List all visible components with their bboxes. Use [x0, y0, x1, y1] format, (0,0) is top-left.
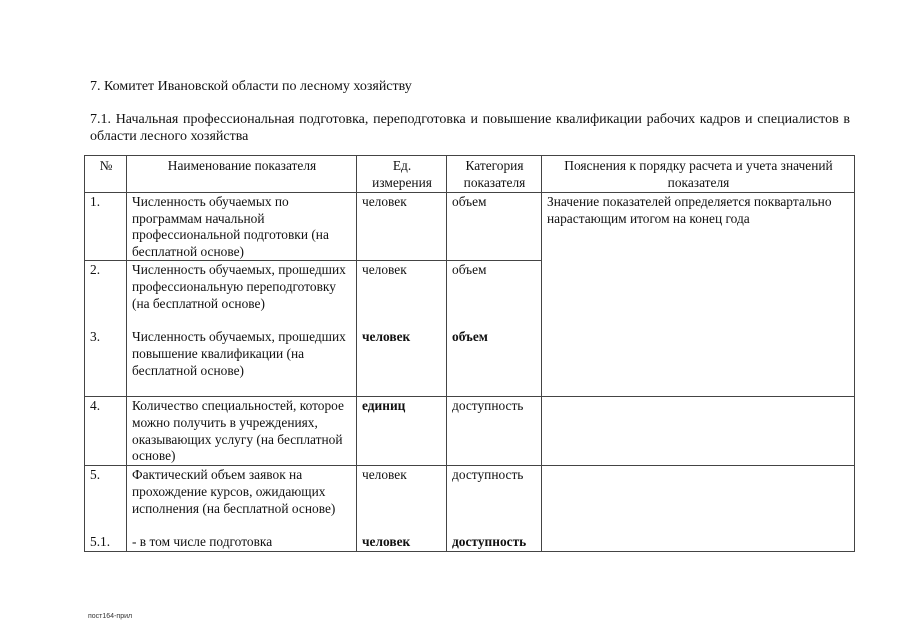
header-num: №	[85, 156, 127, 193]
header-name: Наименование показателя	[127, 156, 357, 193]
row-category: доступность	[447, 397, 542, 466]
row-note	[542, 466, 855, 552]
row-num: 1.	[85, 193, 127, 261]
section-title: 7. Комитет Ивановской области по лесному хозяйству	[90, 79, 412, 94]
header-unit: Ед. измерения	[357, 156, 447, 193]
row-note	[542, 397, 855, 466]
row-unit: человек	[357, 533, 447, 551]
row-name: Численность обучаемых, прошедших повышение квалификации (на бесплатной основе)	[127, 328, 357, 397]
indicators-table	[84, 155, 855, 552]
row-category: объем	[447, 193, 542, 261]
row-unit: единиц	[357, 397, 447, 466]
row-name: - в том числе подготовка	[127, 533, 357, 551]
row-category: доступность	[447, 466, 542, 534]
row-category: объем	[447, 261, 542, 329]
row-num: 5.	[85, 466, 127, 534]
header-note: Пояснения к порядку расчета и учета значений показателя	[542, 156, 855, 193]
table-row	[85, 193, 855, 261]
row-num: 5.1.	[85, 533, 127, 551]
row-unit: человек	[357, 328, 447, 397]
header-category: Категория показателя	[447, 156, 542, 193]
row-category: объем	[447, 328, 542, 397]
row-name: Численность обучаемых по программам начальной профессиональной подготовки (на бесплатной основе)	[127, 193, 357, 261]
row-num: 4.	[85, 397, 127, 466]
footer-filename: пост164-прил	[88, 613, 133, 620]
table-header-row	[85, 156, 855, 193]
row-unit: человек	[357, 261, 447, 329]
row-name: Фактический объем заявок на прохождение курсов, ожидающих исполнения (на бесплатной основе)	[127, 466, 357, 534]
row-num: 2.	[85, 261, 127, 329]
row-note-group: Значение показателей определяется поквартально нарастающим итогом на конец года	[542, 193, 855, 397]
subsection-text: 7.1. Начальная профессиональная подготовка, переподготовка и повышение квалификации рабочих кадров и специалистов в области лесного хозяйства	[90, 112, 850, 144]
row-unit: человек	[357, 466, 447, 534]
row-category: доступность	[447, 533, 542, 551]
row-name: Количество специальностей, которое можно получить в учреждениях, оказывающих услугу (на бесплатной основе)	[127, 397, 357, 466]
row-name: Численность обучаемых, прошедших профессиональную переподготовку (на бесплатной основе)	[127, 261, 357, 329]
table-row	[85, 466, 855, 534]
row-unit: человек	[357, 193, 447, 261]
row-num: 3.	[85, 328, 127, 397]
table-row	[85, 397, 855, 466]
